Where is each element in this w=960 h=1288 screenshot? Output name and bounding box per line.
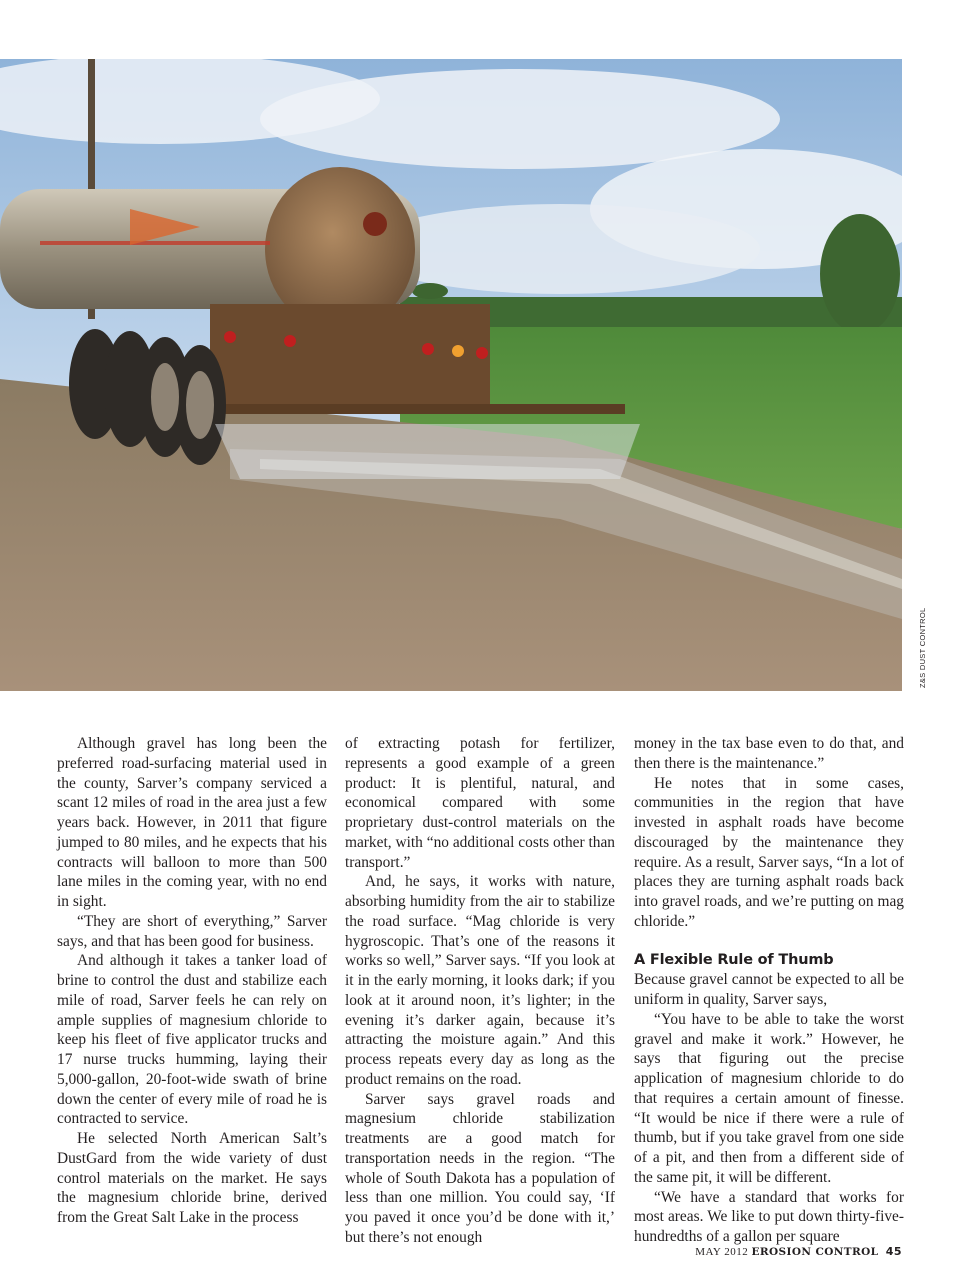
photo-illustration bbox=[0, 59, 902, 691]
paragraph: Although gravel has long been the preferred road-surfacing material used in the county, Sarver’s company serviced a scant 12 miles of road in the area just a few years back. However, in 2011 that figure jumped to 80 miles, and he expects that his contracts will balloon to more than 500 lane miles in the coming year, with no end in sight. bbox=[57, 735, 327, 910]
tanker-truck-photo bbox=[0, 59, 902, 691]
section-subhead: A Flexible Rule of Thumb bbox=[634, 951, 834, 968]
paragraph: “They are short of everything,” Sarver says, and that has been good for business. bbox=[57, 912, 327, 950]
paragraph: He selected North American Salt’s DustGard from the wide variety of dust control materials on the market. He says the magnesium chloride brine, derived from the Great Salt Lake in the process bbox=[57, 1130, 327, 1226]
paragraph: “You have to be able to take the worst gravel and make it work.” However, he says that figuring out the precise application of magnesium chloride to do that requires a certain amount of finesse. “It would be nice if there were a rule of thumb, but if you take gravel from one side of a pit, and then from a different side of the same pit, it will be different. bbox=[634, 1010, 904, 1186]
issue-date: MAY 2012 bbox=[695, 1246, 749, 1258]
article-column-2 bbox=[345, 734, 615, 1248]
magazine-name: EROSION CONTROL bbox=[751, 1246, 879, 1258]
paragraph: Sarver says gravel roads and magnesium chloride stabilization treatments are a good match for transportation needs in the region. “The whole of South Dakota has a population of less than one million. You could say, ‘If you paved it once you’d be done with it,’ but there’s not enough bbox=[345, 1090, 615, 1246]
article-column-3 bbox=[634, 734, 904, 1247]
paragraph: of extracting potash for fertilizer, represents a good example of a green product: It is plentiful, natural, and economical compared with some proprietary dust-control materials on the market, with “no additional costs other than transport.” bbox=[345, 735, 615, 871]
paragraph: “We have a standard that works for most areas. We like to put down thirty-five-hundredths of a gallon per square bbox=[634, 1188, 904, 1245]
page-number: 45 bbox=[885, 1245, 902, 1258]
paragraph: Because gravel cannot be expected to all be uniform in quality, Sarver says, bbox=[634, 971, 904, 1008]
paragraph: He notes that in some cases, communities in the region that have invested in asphalt roads have become discouraged by the maintenance they require. As a result, Sarver says, “In a lot of places they are turning asphalt roads back into gravel roads, and we’re putting on mag chloride.” bbox=[634, 774, 904, 930]
paragraph: And, he says, it works with nature, absorbing humidity from the air to stabilize the road surface. “Mag chloride is very hygroscopic. That’s one of the reasons it works so well,” Sarver says. “If you look at it in the early morning, it looks dark; if you look at it around noon, it’s lighter; in the evening it’s darker again, because it’s attracting the moisture again.” And this process repeats every day as long as the product remains on the road. bbox=[345, 873, 615, 1088]
photo-credit: Z&S DUST CONTROL bbox=[918, 607, 927, 688]
paragraph: money in the tax base even to do that, and then there is the maintenance.” bbox=[634, 735, 904, 772]
page-footer bbox=[695, 1245, 902, 1258]
paragraph: And although it takes a tanker load of brine to control the dust and stabilize each mile of road, Sarver feels he can rely on ample supplies of magnesium chloride to keep his fleet of five applicator trucks and 17 nurse trucks humming, laying their 5,000-gallon, 20-foot-wide swath of brine down the center of every mile of road he is contracted to service. bbox=[57, 952, 327, 1128]
article-column-1 bbox=[57, 734, 327, 1228]
